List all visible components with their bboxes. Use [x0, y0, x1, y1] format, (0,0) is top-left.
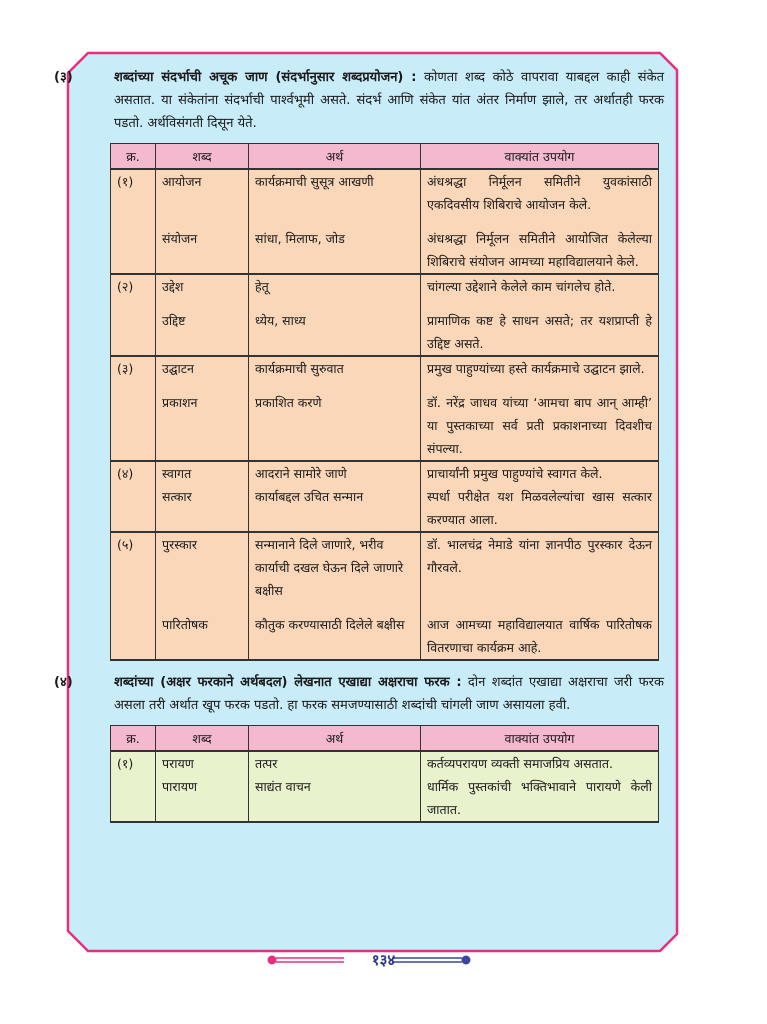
usage-text: अंधश्रद्धा निर्मूलन समितीने युवकांसाठी एकदिवसीय शिबिराचे आयोजन केले. [427, 174, 652, 212]
word-text: परायण [162, 756, 194, 771]
row-number-text: (५) [117, 537, 134, 552]
header-num: क्र. [111, 144, 156, 170]
usage-text: प्रमुख पाहुण्यांच्या हस्ते कार्यक्रमाचे उद्घाटन झाले. [427, 361, 645, 376]
usage-text: चांगल्या उद्देशाने केलेले काम चांगलेच होते. [427, 279, 616, 294]
word-text: सत्कार [162, 489, 192, 504]
meaning-text: साद्यंत वाचन [255, 779, 311, 794]
table-row [111, 461, 659, 532]
meaning-text: प्रकाशित करणे [255, 395, 322, 410]
word-text: पारितोषक [162, 617, 208, 632]
row-number [111, 169, 156, 274]
entry-gap [427, 216, 652, 227]
row-number-text: (२) [117, 279, 134, 294]
usage-text: डॉ. नरेंद्र जाधव यांच्या ‘आमचा बाप आन् आम्ही’ या पुस्तकाच्या सर्व प्रती प्रकाशनाच्या दिवशीच संपल्या. [427, 395, 652, 456]
meaning-cell [249, 532, 421, 660]
row-number-text: (३) [117, 361, 134, 376]
meaning-text: आदराने सामोरे जाणे [255, 466, 347, 481]
header-word: शब्द [156, 726, 249, 752]
usage-text: डॉ. भालचंद्र नेमाडे यांना ज्ञानपीठ पुरस्कार देऊन गौरवले. [427, 537, 652, 575]
meaning-text: कौतुक करण्यासाठी दिलेले बक्षीस [255, 617, 405, 632]
meaning-text: कार्यक्रमाची सुरुवात [255, 361, 344, 376]
row-number-text: (१) [117, 174, 134, 189]
section-4-number: (४) [54, 675, 73, 690]
usage-text: प्राचार्यांनी प्रमुख पाहुण्यांचे स्वागत केले. [427, 466, 603, 481]
table-row [111, 274, 659, 356]
header-meaning: अर्थ [249, 726, 421, 752]
meaning-text: कार्याबद्दल उचित सन्मान [255, 489, 364, 504]
table-row [111, 169, 659, 274]
word-text: स्वागत [162, 466, 192, 481]
word-text: उद्दिष्ट [162, 313, 186, 328]
section-3-number: (३) [54, 70, 73, 85]
word-cell [156, 532, 249, 660]
entry-gap [255, 298, 414, 309]
word-text: संयोजन [162, 231, 198, 246]
usage-cell [421, 274, 659, 356]
entry-gap [427, 602, 652, 613]
usage-cell [421, 169, 659, 274]
meaning-text: तत्पर [255, 756, 278, 771]
header-usage: वाक्यांत उपयोग [421, 144, 659, 170]
row-number [111, 461, 156, 532]
usage-text: धार्मिक पुस्तकांची भक्तिभावाने पारायणे केली जातात. [427, 779, 652, 817]
usage-text: आज आमच्या महाविद्यालयात वार्षिक पारितोषक वितरणाचा कार्यक्रम आहे. [427, 617, 652, 655]
meaning-cell [249, 461, 421, 532]
usage-text: स्पर्धा परीक्षेत यश मिळवलेल्यांचा खास सत्कार करण्यात आला. [427, 489, 652, 527]
row-number [111, 274, 156, 356]
usage-text: कर्तव्यपरायण व्यक्ती समाजप्रिय असतात. [427, 756, 613, 771]
section-4-body: दोन शब्दांत एखाद्या अक्षराचा जरी फरक असला तरी अर्थात खूप फरक पडतो. हा फरक समजण्यासाठी शब्दांची चांगली जाण असायला हवी. [114, 675, 664, 713]
header-word: शब्द [156, 144, 249, 170]
row-number-text: (१) [117, 756, 134, 771]
meaning-text: सन्मानाने दिले जाणारे, भरीव कार्याची दखल घेऊन दिले जाणारे बक्षीस [255, 537, 404, 598]
page-number: १३४ [371, 951, 396, 969]
word-text: उद्देश [162, 279, 184, 294]
word-cell [156, 461, 249, 532]
meaning-cell [249, 751, 421, 822]
word-text: पारायण [162, 779, 197, 794]
meaning-cell [249, 169, 421, 274]
page-content [54, 66, 664, 823]
section-3-body: कोणता शब्द कोठे वापरावा याबद्दल काही संकेत असतात. या संकेतांना संदर्भाची पार्श्वभूमी असते. संदर्भ आणि संकेत यांत अंतर निर्माण झाले, तर अर्थातही फरक पडतो. अर्थविसंगती दिसून येते. [114, 70, 664, 131]
entry-gap [255, 216, 414, 227]
meaning-text: ध्येय, साध्य [255, 313, 306, 328]
word-cell [156, 751, 249, 822]
section-4-heading: शब्दांच्या (अक्षर फरकाने अर्थबदल) लेखनात एखाद्या अक्षराचा फरक : [114, 675, 462, 690]
section-4-paragraph [54, 671, 664, 717]
word-usage-table-2 [110, 725, 659, 823]
word-text: उद्घाटन [162, 361, 194, 376]
entry-gap [162, 380, 242, 391]
table-row [111, 751, 659, 822]
row-number [111, 532, 156, 660]
table-1-header-row [111, 144, 659, 170]
usage-cell [421, 356, 659, 461]
word-usage-table-1 [110, 143, 659, 661]
table-row [111, 356, 659, 461]
word-text: प्रकाशन [162, 395, 198, 410]
meaning-text: सांधा, मिलाफ, जोड [255, 231, 345, 246]
meaning-text: हेतू [255, 279, 269, 294]
meaning-text: कार्यक्रमाची सुसूत्र आखणी [255, 174, 374, 189]
word-cell [156, 274, 249, 356]
usage-text: अंधश्रद्धा निर्मूलन समितीने आयोजित केलेल्या शिबिराचे संयोजन आमच्या महाविद्यालयाने केले. [427, 231, 652, 269]
entry-gap [162, 602, 242, 613]
entry-gap [427, 380, 652, 391]
row-number-text: (४) [117, 466, 134, 481]
section-3-paragraph [54, 66, 664, 135]
section-3-heading: शब्दांच्या संदर्भाची अचूक जाण (संदर्भानुसार शब्दप्रयोजन) : [114, 70, 417, 85]
usage-text: प्रामाणिक कष्ट हे साधन असते; तर यशप्राप्ती हे उद्दिष्ट असते. [427, 313, 652, 351]
row-number [111, 356, 156, 461]
usage-cell [421, 532, 659, 660]
entry-gap [255, 602, 414, 613]
word-cell [156, 169, 249, 274]
entry-gap [162, 216, 242, 227]
word-cell [156, 356, 249, 461]
table-row [111, 532, 659, 660]
usage-cell [421, 461, 659, 532]
header-meaning: अर्थ [249, 144, 421, 170]
entry-gap [427, 298, 652, 309]
header-num: क्र. [111, 726, 156, 752]
usage-cell [421, 751, 659, 822]
entry-gap [255, 380, 414, 391]
word-text: पुरस्कार [162, 537, 198, 552]
table-2-header-row [111, 726, 659, 752]
meaning-cell [249, 274, 421, 356]
header-usage: वाक्यांत उपयोग [421, 726, 659, 752]
word-text: आयोजन [162, 174, 202, 189]
meaning-cell [249, 356, 421, 461]
row-number [111, 751, 156, 822]
entry-gap [162, 298, 242, 309]
